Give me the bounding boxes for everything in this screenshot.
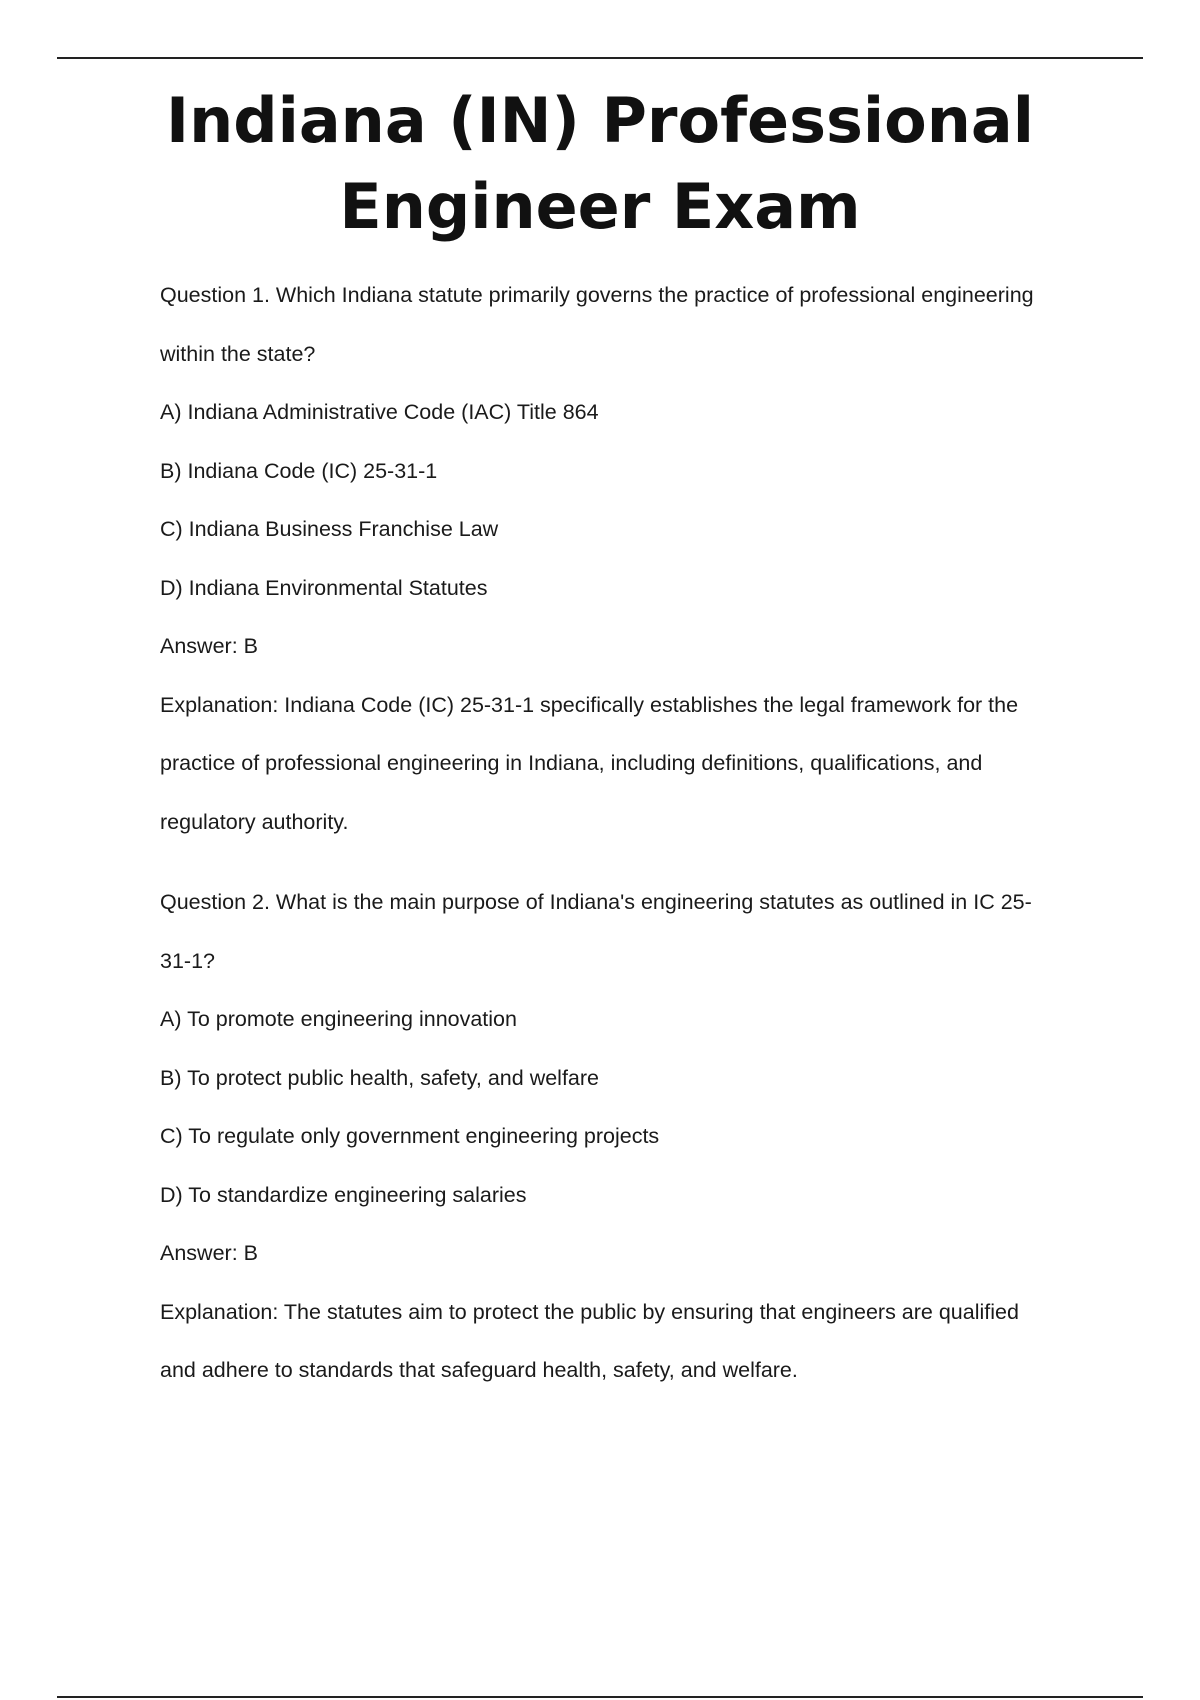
question-1 [160, 266, 1090, 851]
top-rule [57, 57, 1143, 59]
option-c: C) To regulate only government engineering projects [160, 1124, 660, 1148]
explanation: Explanation: The statutes aim to protect the public by ensuring that engineers are qualified [160, 1299, 1019, 1324]
document-body [160, 266, 1090, 1400]
option-d: D) To standardize engineering salaries [160, 1182, 527, 1207]
option-a: A) To promote engineering innovation [160, 1007, 517, 1031]
explanation: practice of professional engineering in Indiana, including definitions, qualifications, and [160, 751, 983, 775]
explanation: regulatory authority. [160, 809, 349, 834]
page-title [0, 78, 1200, 250]
question-text: Question 2. What is the main purpose of Indiana's engineering statutes as outlined in IC 25- [160, 890, 1032, 914]
question-text: Question 1. Which Indiana statute primarily governs the practice of professional engineering [160, 283, 1034, 307]
question-2 [160, 873, 1090, 1400]
option-b: B) To protect public health, safety, and welfare [160, 1065, 600, 1090]
option-a: A) Indiana Administrative Code (IAC) Title 864 [160, 400, 599, 424]
option-c: C) Indiana Business Franchise Law [160, 517, 499, 541]
explanation: Explanation: Indiana Code (IC) 25-31-1 specifically establishes the legal framework for the [160, 692, 1019, 717]
question-text: 31-1? [160, 948, 215, 973]
option-b: B) Indiana Code (IC) 25-31-1 [160, 458, 438, 483]
answer: Answer: B [160, 1241, 258, 1265]
explanation: and adhere to standards that safeguard health, safety, and welfare. [160, 1358, 798, 1382]
bottom-rule [57, 1696, 1143, 1698]
question-text: within the state? [160, 341, 316, 366]
title-line-1: Indiana (IN) Professional [166, 84, 1034, 157]
answer: Answer: B [160, 634, 258, 658]
option-d: D) Indiana Environmental Statutes [160, 575, 488, 600]
title-line-2: Engineer Exam [339, 170, 861, 243]
